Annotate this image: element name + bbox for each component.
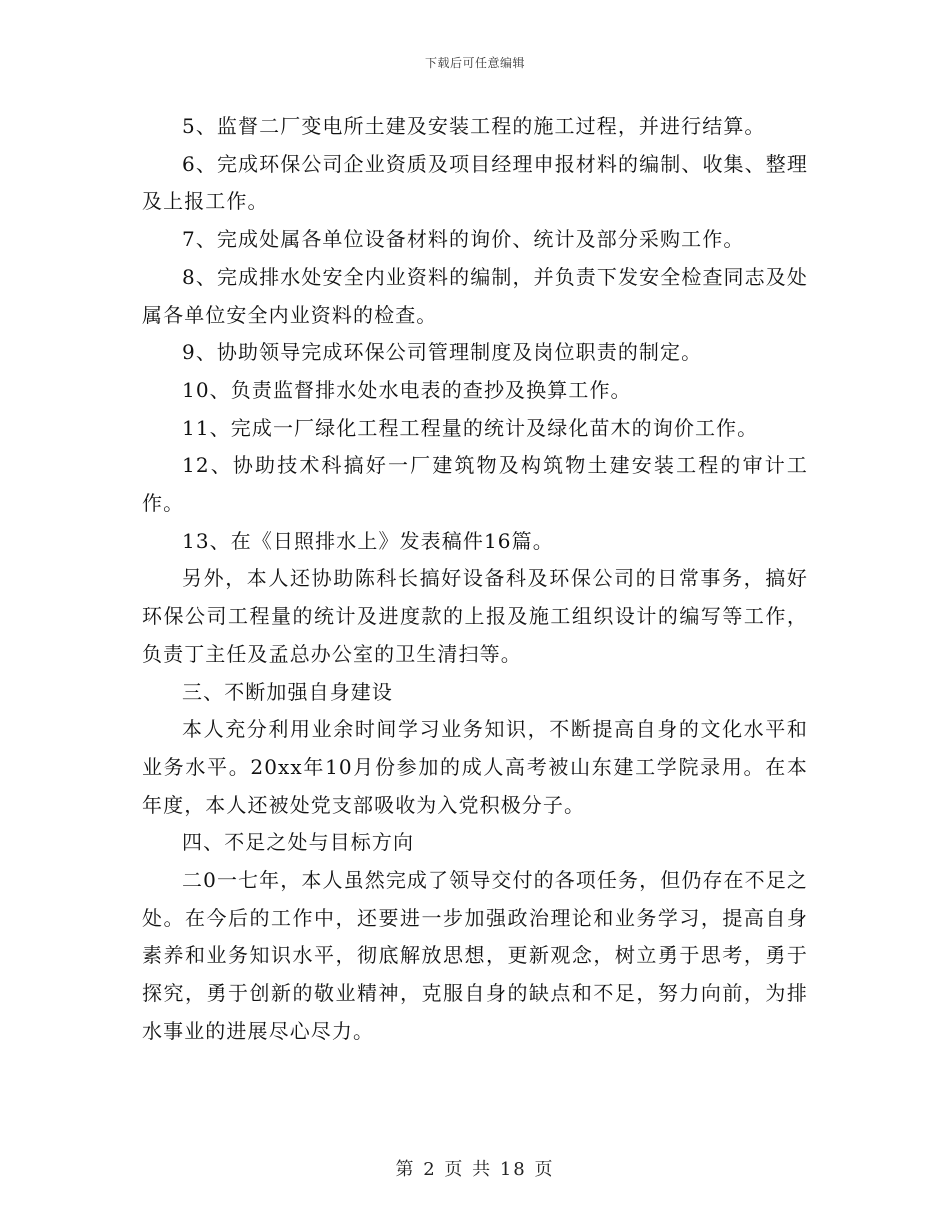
- page-header: 下载后可任意编辑: [424, 56, 525, 70]
- paragraph-item-6: 6、完成环保公司企业资质及项目经理申报材料的编制、收集、整理及上报工作。: [142, 151, 808, 214]
- paragraph-item-8: 8、完成排水处安全内业资料的编制，并负责下发安全检查同志及处属各单位安全内业资料的检查。: [142, 264, 808, 327]
- paragraph-item-11: 11、完成一厂绿化工程工程量的统计及绿化苗木的询价工作。: [182, 415, 759, 440]
- paragraph-item-10: 10、负责监督排水处水电表的查抄及换算工作。: [182, 377, 632, 402]
- paragraph-item-12: 12、协助技术科搞好一厂建筑物及构筑物土建安装工程的审计工作。: [142, 453, 808, 516]
- section-heading-self-improvement: 三、不断加强自身建设: [182, 679, 393, 704]
- paragraph-item-7: 7、完成处属各单位设备材料的询价、统计及部分采购工作。: [182, 227, 745, 252]
- document-body: [142, 108, 808, 1051]
- paragraph-item-5: 5、监督二厂变电所土建及安装工程的施工过程，并进行结算。: [182, 114, 766, 138]
- page-number-footer: 第 2 页 共 18 页: [395, 1159, 555, 1180]
- paragraph-self-improvement: 本人充分利用业余时间学习业务知识，不断提高自身的文化水平和业务水平。20xx年10月份参加的成人高考被山东建工学院录用。在本年度，本人还被处党支部吸收为入党积极分子。: [142, 717, 808, 817]
- paragraph-shortcomings: 二0一七年，本人虽然完成了领导交付的各项任务，但仍存在不足之处。在今后的工作中，还要进一步加强政治理论和业务学习，提高自身素养和业务知识水平，彻底解放思想，更新观念，树立勇于思考，勇于探究，勇于创新的敬业精神，克服自身的缺点和不足，努力向前，为排水事业的进展尽心尽力。: [142, 868, 808, 1043]
- paragraph-additional-work: 另外，本人还协助陈科长搞好设备科及环保公司的日常事务，搞好环保公司工程量的统计及进度款的上报及施工组织设计的编写等工作，负责丁主任及孟总办公室的卫生清扫等。: [142, 566, 808, 666]
- paragraph-item-13: 13、在《日照排水上》发表稿件16篇。: [182, 528, 554, 553]
- section-heading-shortcomings: 四、不足之处与目标方向: [182, 830, 415, 855]
- paragraph-item-9: 9、协助领导完成环保公司管理制度及岗位职责的制定。: [182, 340, 703, 365]
